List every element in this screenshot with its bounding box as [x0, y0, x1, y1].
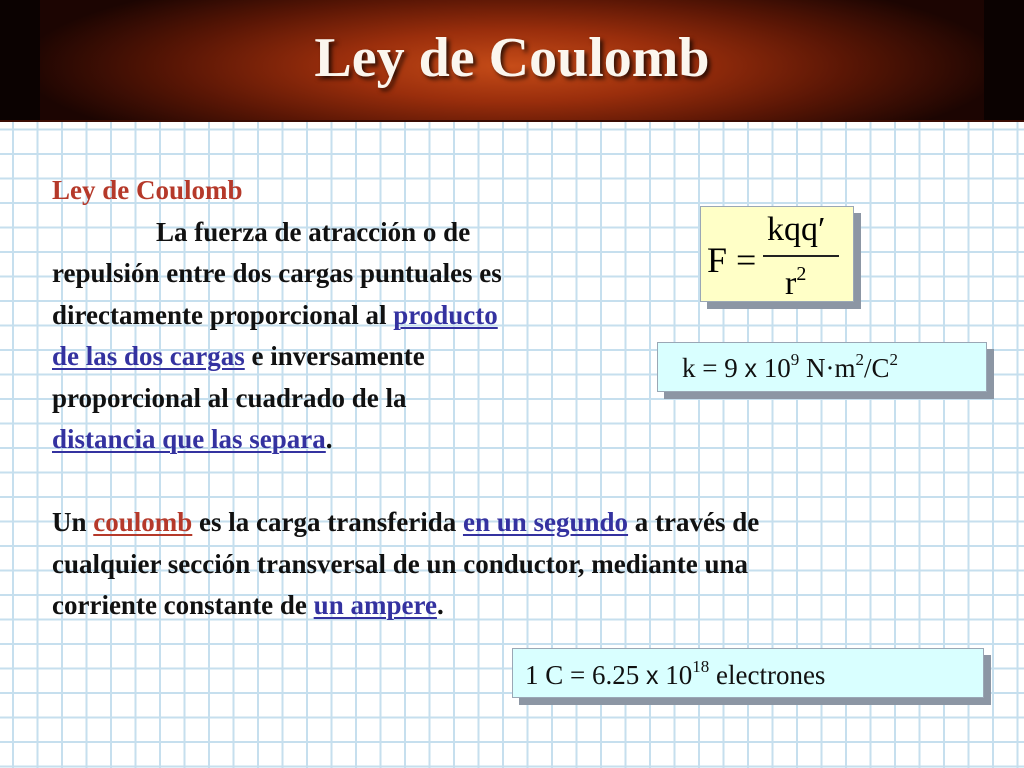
definition-heading: Ley de Coulomb [52, 175, 243, 205]
formula-lhs: F = [707, 240, 757, 280]
denominator-exponent: 2 [796, 263, 807, 285]
k-exponent: 9 [790, 350, 800, 369]
k-constant-text [682, 350, 898, 384]
unit-line-2: cualquier sección transversal de un conductor, mediante una [52, 548, 749, 579]
highlight-coulomb: coulomb [93, 507, 193, 537]
unit-line-3 [52, 585, 992, 627]
c-exponent: 18 [692, 657, 710, 676]
k-base: 10 [756, 353, 791, 383]
highlight-producto: producto [393, 299, 498, 330]
definition-line-6 [52, 419, 652, 461]
unit-line-1 [52, 502, 992, 544]
k-unit-rest: /C [863, 353, 890, 383]
formula-numerator: kqq′ [767, 211, 826, 248]
slide-title: Ley de Coulomb [314, 27, 710, 89]
unit-text-3: a través de [628, 507, 760, 537]
k-constant-box [657, 342, 987, 392]
formula-denominator [785, 263, 806, 303]
highlight-en-un-segundo: en un segundo [462, 507, 629, 537]
unit-text-5: . [436, 590, 444, 620]
title-bar [0, 0, 1024, 122]
electrons-per-coulomb-box [512, 648, 984, 698]
definition-line-1 [52, 212, 652, 254]
unit-text-1: Un [52, 507, 94, 537]
c-suffix: electrones [709, 660, 826, 690]
unit-text-2: es la carga transferida [192, 507, 463, 537]
fraction-bar [763, 255, 839, 257]
definition-line-5: proporcional al cuadrado de la [52, 382, 407, 413]
highlight-un-ampere: un ampere [313, 590, 437, 620]
definition-end: . [325, 424, 333, 454]
coulomb-unit-definition [52, 502, 992, 627]
highlight-dos-cargas: de las dos cargas [52, 341, 245, 371]
electrons-per-coulomb-text [525, 657, 825, 691]
c-prefix: 1 C = 6.25 [525, 660, 646, 690]
highlight-distancia: distancia que las separa [52, 424, 326, 454]
k-unit: N·m [799, 353, 856, 383]
k-unit-exponent: 2 [855, 350, 864, 369]
definition-line-4 [52, 336, 652, 378]
k-prefix: k = 9 [682, 353, 745, 383]
definition-line-2: repulsión entre dos cargas puntuales es [52, 258, 502, 288]
unit-text-4: corriente constante de [52, 590, 314, 620]
definition-text-1: La fuerza de atracción o de [156, 216, 471, 247]
denominator-base: r [785, 265, 797, 302]
k-unit-rest-exponent: 2 [889, 350, 898, 369]
definition-text-3: directamente proporcional al [52, 299, 394, 330]
definition-line-3 [52, 295, 652, 337]
c-times: x [646, 662, 659, 690]
c-base: 10 [658, 660, 693, 690]
k-times: x [744, 355, 757, 383]
definition-text-4: e inversamente [244, 341, 425, 371]
coulomb-formula-box [700, 206, 854, 302]
coulomb-law-definition [52, 170, 652, 461]
